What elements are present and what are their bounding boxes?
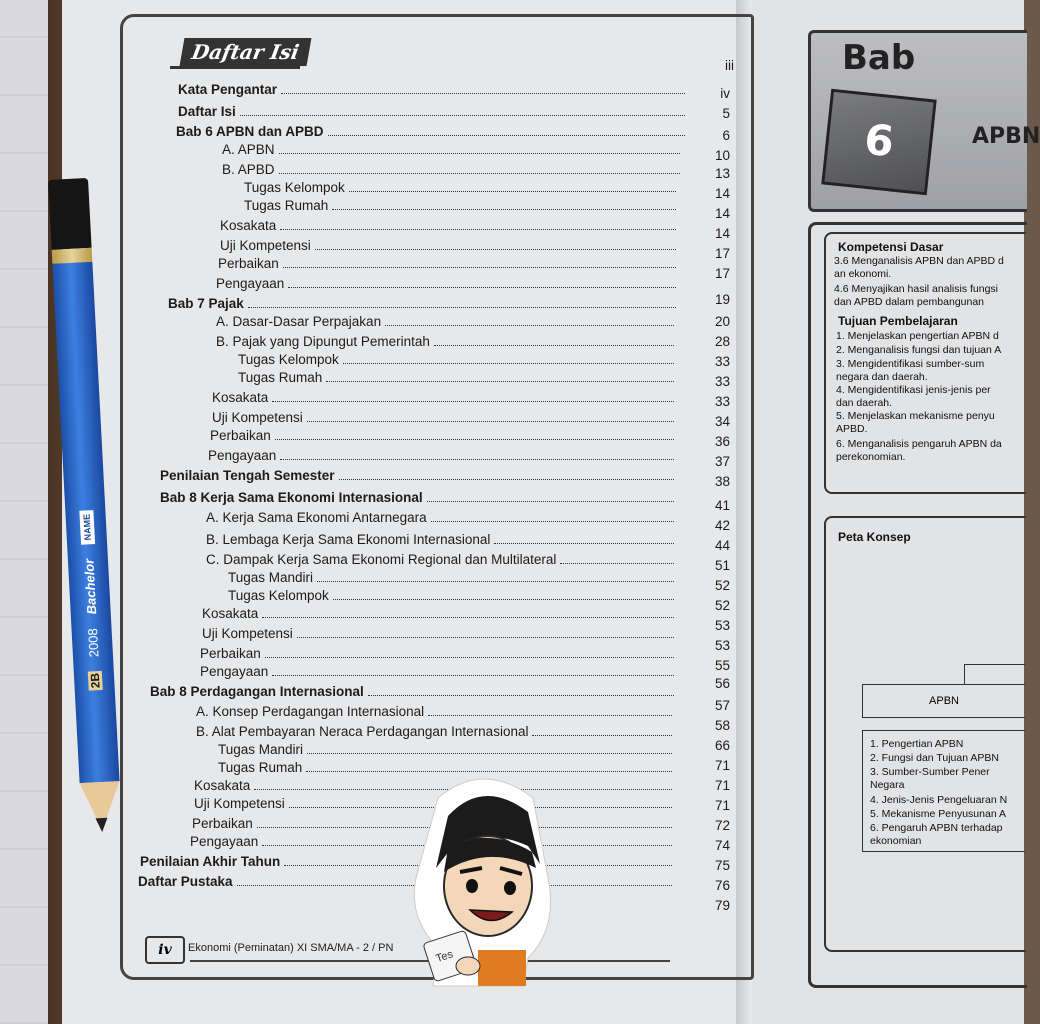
toc-leader-dots — [272, 400, 674, 402]
toc-leader-dots — [265, 656, 674, 658]
kompetensi-item: 4.6 Menyajikan hasil analisis fungsi dan APBD dalam pembangunan — [834, 283, 999, 308]
footer-text: Ekonomi (Peminatan) XI SMA/MA - 2 / PN — [188, 942, 394, 954]
footer-page-number: iv — [145, 936, 185, 964]
toc-page-number: 33 — [714, 374, 730, 389]
toc-entry-label: B. Lembaga Kerja Sama Ekonomi Internasional — [206, 532, 491, 547]
toc-entry — [138, 874, 672, 889]
toc-entry — [216, 314, 674, 329]
toc-page-number: 71 — [714, 778, 730, 793]
toc-entry-label: Perbaikan — [210, 428, 271, 443]
toc-entry — [202, 626, 674, 641]
tujuan-item: 2. Menganalisis fungsi dan tujuan A — [836, 344, 1002, 356]
toc-entry-label: Tugas Rumah — [218, 760, 303, 775]
toc-page-number: 56 — [714, 676, 730, 691]
toc-leader-dots — [272, 674, 674, 676]
chapter-number: 6 — [821, 89, 936, 196]
kompetensi-heading: Kompetensi Dasar — [838, 240, 944, 254]
concept-node-apbn: APBN — [862, 684, 1025, 718]
toc-entry-label: Penilaian Akhir Tahun — [140, 854, 281, 869]
toc-entry-label: Pengayaan — [216, 276, 285, 291]
toc-entry-label: B. Alat Pembayaran Neraca Perdagangan Internasional — [196, 724, 529, 739]
toc-page-number: 33 — [714, 354, 730, 369]
toc-page-number: 17 — [714, 246, 730, 261]
toc-leader-dots — [332, 208, 676, 210]
toc-page-number: 14 — [714, 206, 730, 221]
toc-entry — [238, 370, 674, 385]
toc-entry — [200, 646, 674, 661]
toc-page-number: 58 — [714, 718, 730, 733]
toc-entry-label: Tugas Mandiri — [228, 570, 314, 585]
kompetensi-item: 3.6 Menganalisis APBN dan APBD d an ekonomi. — [834, 255, 1004, 280]
toc-header: Daftar Isi — [180, 38, 312, 66]
toc-page-number: 53 — [714, 638, 730, 653]
toc-entry — [206, 532, 674, 547]
toc-header-underline — [170, 66, 300, 69]
toc-page-number: 13 — [714, 166, 730, 181]
toc-leader-dots — [297, 636, 674, 638]
toc-page-number: 75 — [714, 858, 730, 873]
toc-page-number: 34 — [714, 414, 730, 429]
toc-entry-label: Tugas Kelompok — [244, 180, 345, 195]
concept-item: 1. Pengertian APBN — [870, 738, 964, 750]
toc-page-number: 41 — [714, 498, 730, 513]
toc-entry-label: Bab 6 APBN dan APBD — [176, 124, 324, 139]
toc-page-number: 19 — [714, 292, 730, 307]
toc-leader-dots — [343, 362, 674, 364]
toc-entry — [220, 238, 676, 253]
toc-leader-dots — [368, 694, 674, 696]
toc-entry-label: Pengayaan — [200, 664, 269, 679]
toc-page-number: 14 — [714, 226, 730, 241]
toc-leader-dots — [275, 438, 674, 440]
toc-entry — [222, 142, 680, 157]
toc-entry — [160, 490, 674, 505]
toc-page-number: 33 — [714, 394, 730, 409]
toc-leader-dots — [385, 324, 674, 326]
toc-leader-dots — [240, 114, 685, 116]
toc-page-number: 71 — [714, 758, 730, 773]
toc-entry-label: Kosakata — [220, 218, 277, 233]
toc-entry-label: Tugas Mandiri — [218, 742, 304, 757]
toc-entry — [210, 428, 674, 443]
toc-page-number: 17 — [714, 266, 730, 281]
toc-leader-dots — [279, 172, 680, 174]
toc-entry — [212, 390, 674, 405]
toc-page-number: 42 — [714, 518, 730, 533]
toc-entry-label: A. APBN — [222, 142, 275, 157]
toc-entry-label: Bab 7 Pajak — [168, 296, 244, 311]
cartoon-sticker — [408, 768, 558, 986]
toc-entry-label: Kata Pengantar — [178, 82, 278, 97]
toc-leader-dots — [427, 500, 674, 502]
toc-entry — [160, 468, 674, 483]
toc-page-number: 55 — [714, 658, 730, 673]
toc-entry-label: Bab 8 Perdagangan Internasional — [150, 684, 364, 699]
toc-entry-label: Uji Kompetensi — [220, 238, 311, 253]
toc-leader-dots — [281, 92, 685, 94]
toc-leader-dots — [283, 266, 676, 268]
toc-entry-label: A. Dasar-Dasar Perpajakan — [216, 314, 382, 329]
toc-entry-label: C. Dampak Kerja Sama Ekonomi Regional dan Multilateral — [206, 552, 557, 567]
toc-page-number: 28 — [714, 334, 730, 349]
toc-entry-label: Uji Kompetensi — [194, 796, 285, 811]
pencil-name-label: NAME — [79, 510, 95, 545]
concept-item: 3. Sumber-Sumber Pener Negara — [870, 766, 990, 791]
toc-entry — [244, 198, 676, 213]
toc-page-number: 52 — [714, 578, 730, 593]
toc-leader-dots — [431, 520, 674, 522]
toc-page-number: 37 — [714, 454, 730, 469]
toc-entry-label: A. Konsep Perdagangan Internasional — [196, 704, 425, 719]
toc-entry-label: Uji Kompetensi — [212, 410, 303, 425]
toc-leader-dots — [307, 752, 672, 754]
toc-leader-dots — [532, 734, 672, 736]
toc-entry — [212, 410, 674, 425]
toc-entry — [206, 552, 674, 567]
toc-leader-dots — [494, 542, 674, 544]
peta-heading: Peta Konsep — [838, 530, 911, 544]
toc-page-number: 20 — [714, 314, 730, 329]
toc-entry — [238, 352, 674, 367]
tujuan-heading: Tujuan Pembelajaran — [838, 314, 958, 328]
toc-page-number: 53 — [714, 618, 730, 633]
tujuan-item: 4. Mengidentifikasi jenis-jenis per dan daerah. — [836, 384, 991, 409]
toc-page-number: 66 — [714, 738, 730, 753]
toc-entry-label: B. Pajak yang Dipungut Pemerintah — [216, 334, 430, 349]
toc-entry-label: B. APBD — [222, 162, 275, 177]
toc-entry-label: Kosakata — [212, 390, 269, 405]
toc-entry-label: Tugas Kelompok — [238, 352, 339, 367]
toc-leader-dots — [315, 248, 676, 250]
toc-entry — [228, 588, 674, 603]
toc-page-number: 57 — [714, 698, 730, 713]
concept-item: 2. Fungsi dan Tujuan APBN — [870, 752, 999, 764]
toc-entry — [140, 854, 672, 869]
toc-leader-dots — [434, 344, 674, 346]
right-eye — [504, 881, 516, 895]
toc-entry-label: Tugas Rumah — [238, 370, 323, 385]
toc-entry — [228, 570, 674, 585]
toc-leader-dots — [349, 190, 676, 192]
toc-page-number: 6 — [722, 128, 730, 143]
tujuan-item: 1. Menjelaskan pengertian APBN d — [836, 330, 999, 342]
book-text: Tes — [434, 948, 455, 966]
toc-entry — [206, 510, 674, 525]
toc-page-number: 72 — [714, 818, 730, 833]
toc-entry-label: Penilaian Tengah Semester — [160, 468, 335, 483]
toc-leader-dots — [428, 714, 672, 716]
toc-page-number: 5 — [722, 106, 730, 121]
tujuan-item: 6. Menganalisis pengaruh APBN da perekonomian. — [836, 438, 1002, 463]
concept-item: 6. Pengaruh APBN terhadap ekonomian — [870, 822, 1003, 847]
toc-entry-label: Perbaikan — [218, 256, 279, 271]
left-eye — [466, 879, 478, 893]
toc-entry — [196, 724, 672, 739]
chapter-label: Bab — [842, 38, 916, 78]
shirt — [478, 950, 526, 986]
toc-entry — [176, 124, 685, 139]
toc-entry — [218, 742, 672, 757]
toc-entry — [244, 180, 676, 195]
concept-item: 5. Mekanisme Penyusunan A — [870, 808, 1006, 820]
toc-leader-dots — [262, 616, 674, 618]
toc-leader-dots — [317, 580, 674, 582]
toc-leader-dots — [339, 478, 674, 480]
toc-page-number: 38 — [714, 474, 730, 489]
toc-entry-label: Bab 8 Kerja Sama Ekonomi Internasional — [160, 490, 423, 505]
toc-entry-label: Daftar Isi — [178, 104, 236, 119]
toc-leader-dots — [560, 562, 674, 564]
toc-leader-dots — [280, 228, 676, 230]
toc-entry-label: Kosakata — [194, 778, 251, 793]
toc-page-number: 74 — [714, 838, 730, 853]
toc-entry-label: Perbaikan — [200, 646, 261, 661]
toc-leader-dots — [279, 152, 680, 154]
toc-entry-label: A. Kerja Sama Ekonomi Antarnegara — [206, 510, 427, 525]
pencil-model: 2008 — [85, 627, 102, 658]
toc-entry — [196, 704, 672, 719]
toc-entry-label: Tugas Kelompok — [228, 588, 329, 603]
hand — [456, 957, 480, 975]
toc-entry-label: Perbaikan — [192, 816, 253, 831]
chapter-title: APBN — [972, 124, 1040, 149]
toc-entry-label: Uji Kompetensi — [202, 626, 293, 641]
pencil-cap — [48, 178, 92, 250]
toc-entry — [178, 82, 685, 97]
toc-entry — [216, 276, 676, 291]
toc-entry-label: Pengayaan — [208, 448, 277, 463]
tujuan-item: 5. Menjelaskan mekanisme penyu APBD. — [836, 410, 995, 435]
toc-leader-dots — [328, 134, 685, 136]
toc-page-number: 10 — [714, 148, 730, 163]
toc-page-number: 71 — [714, 798, 730, 813]
toc-leader-dots — [288, 286, 676, 288]
toc-leader-dots — [307, 420, 674, 422]
toc-page-number: iii — [725, 58, 734, 73]
toc-entry — [216, 334, 674, 349]
toc-entry — [222, 162, 680, 177]
pencil-grade: 2B — [87, 672, 103, 689]
toc-page-number: 76 — [714, 878, 730, 893]
toc-entry — [202, 606, 674, 621]
concept-item: 4. Jenis-Jenis Pengeluaran N — [870, 794, 1008, 806]
toc-entry — [150, 684, 674, 699]
tujuan-item: 3. Mengidentifikasi sumber-sum negara dan daerah. — [836, 358, 985, 383]
pencil-lead — [95, 818, 108, 833]
toc-page-number: 14 — [714, 186, 730, 201]
toc-page-number: 36 — [714, 434, 730, 449]
toc-entry — [208, 448, 674, 463]
toc-entry — [178, 104, 685, 119]
toc-entry — [168, 296, 676, 311]
toc-page-number: iv — [720, 86, 730, 101]
toc-leader-dots — [326, 380, 674, 382]
toc-leader-dots — [333, 598, 674, 600]
toc-entry — [220, 218, 676, 233]
toc-leader-dots — [248, 306, 676, 308]
toc-page-number: 79 — [714, 898, 730, 913]
toc-page-number: 52 — [714, 598, 730, 613]
toc-entry-label: Tugas Rumah — [244, 198, 329, 213]
toc-entry — [200, 664, 674, 679]
pencil-brand: Bachelor — [81, 558, 100, 615]
toc-entry-label: Kosakata — [202, 606, 259, 621]
toc-page-number: 51 — [714, 558, 730, 573]
toc-page-number: 44 — [714, 538, 730, 553]
concept-connector — [964, 664, 1025, 685]
toc-entry — [218, 256, 676, 271]
toc-entry-label: Pengayaan — [190, 834, 259, 849]
toc-entry-label: Daftar Pustaka — [138, 874, 233, 889]
toc-leader-dots — [280, 458, 674, 460]
